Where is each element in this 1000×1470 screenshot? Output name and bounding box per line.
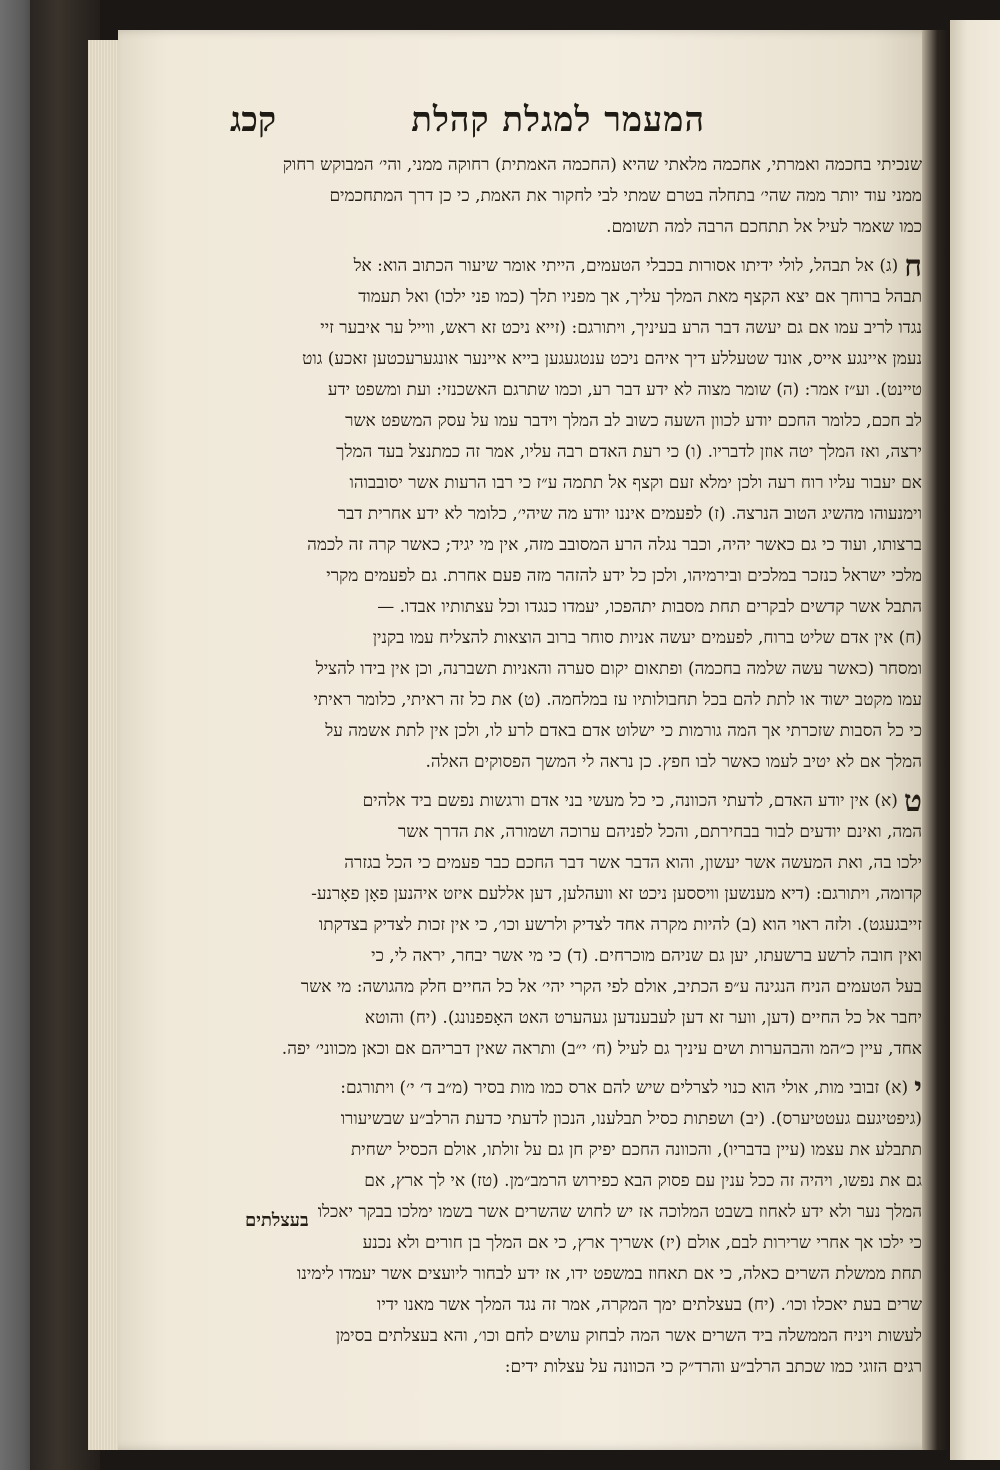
text-line	[232, 1034, 922, 1065]
text-line	[232, 1135, 922, 1166]
text-line	[232, 848, 922, 879]
text-line	[232, 499, 922, 530]
text-line	[232, 1290, 922, 1321]
text-line	[232, 786, 922, 817]
text-line	[232, 530, 922, 561]
text-line-content: טיינט). וע״ז אמר: (ה) שומר מצוה לא ידע דבר רע, וכמו שתרגם האשכנזי: ועת ומשפט ידע	[327, 380, 922, 400]
text-line	[232, 150, 922, 181]
text-line-content: המלך נער ולא ידע לאחוז בשבט המלוכה אז יש לחוש שהשרים אשר בשמו ימלכו בבקר יאכלו	[317, 1202, 922, 1222]
text-line	[232, 437, 922, 468]
page-number: קכג	[230, 100, 277, 140]
text-line	[232, 251, 922, 282]
text-line	[232, 623, 922, 654]
text-line	[232, 972, 922, 1003]
text-line-content: (ג) אל תבהל, לולי ידיתו אסורות בכבלי הטעמים, הייתי אומר שיעור הכתוב הוא: אל	[353, 256, 899, 276]
text-line	[232, 468, 922, 499]
text-line-content: כי כל הסבות שזכרתי אך המה גורמות כי ישלוט אדם באדם לרע לו, ולכן אין לתת אשמה על	[325, 721, 922, 741]
text-line	[232, 879, 922, 910]
drop-cap-letter: ח	[904, 251, 922, 282]
text-line	[232, 1003, 922, 1034]
paragraph	[232, 150, 922, 243]
text-line-content: וימנעוהו מהשיג הטוב הנרצה. (ז) לפעמים איננו יודע מה שיהי׳, כלומר לא ידע אחרית דבר	[337, 504, 922, 524]
text-line	[232, 747, 922, 778]
text-line-content: תחת ממשלת השרים כאלה, כי אם תאחוז במשפט ידו, אז ידע לבחור ליועצים אשר יעמדו לימינו	[297, 1264, 922, 1284]
text-line	[232, 716, 922, 747]
text-line	[232, 344, 922, 375]
text-line	[232, 685, 922, 716]
text-line	[232, 817, 922, 848]
text-line	[232, 1197, 922, 1228]
text-line	[232, 654, 922, 685]
paragraph	[232, 251, 922, 778]
text-line-content: המלך אם לא יטיב לעמו כאשר לבו חפץ. כן נראה לי המשך הפסוקים האלה.	[425, 752, 922, 772]
text-line-content: מלכי ישראל כנזכר במלכים ובירמיהו, ולכן כל ידע להזהר מזה פעם אחרת. גם לפעמים מקרי	[326, 566, 922, 586]
book-gutter	[922, 30, 950, 1450]
drop-cap-letter: ט	[903, 786, 922, 817]
text-line	[232, 1259, 922, 1290]
text-line-content: כי ילכו אך אחרי שרירות לבם, אולם (יז) אשריך ארץ, כי אם המלך בן חורים ולא נכנע	[362, 1233, 922, 1253]
text-line-content: שנכיתי בחכמה ואמרתי, אחכמה מלאתי שהיא (החכמה האמתית) רחוקה ממני, והי׳ המבוקש רחוק	[282, 155, 922, 175]
text-line	[232, 941, 922, 972]
text-line-content: בעל הטעמים הניח הנגינה ע״פ הכתיב, אולם לפי הקרי יהי׳ אל כל החיים חלק מהגושה: מי אשר	[300, 977, 922, 997]
text-line-content: ממני עוד יותר ממה שהי׳ בתחלה בטרם שמתי לבי לחקור את האמת, כי כן דרך המתחכמים	[329, 186, 922, 206]
facing-page-fragment	[950, 20, 1000, 1460]
catchword: בעצלתים	[245, 1210, 309, 1231]
text-line-content: נעמן איינגע אייס, אונד שטעללע דיך איהם ניכט ענטגעגען בייא איינער אונגערעכטען זאכע) גוט	[302, 349, 922, 369]
text-line	[232, 1104, 922, 1135]
drop-cap-letter: י	[914, 1073, 922, 1104]
page-title: המעמר למגלת קהלת	[411, 100, 705, 140]
text-line-content: עמו מקטב ישוד או לתת להם בכל תחבולותיו עז במלחמה. (ט) את כל זה ראיתי, כלומר ראיתי	[313, 690, 922, 710]
text-line-content: קדומה, ויתורגם: (דיא מענשען וויססען ניכט זא וועהלען, דען אללעם איזט איהנען פאָן פאָרנע-	[311, 884, 922, 904]
text-line	[232, 282, 922, 313]
text-line-content: לעשות ויניח הממשלה ביד השרים אשר המה לבחוק עושים לחם וכו׳, והא בעצלתים בסימן	[335, 1326, 922, 1346]
text-line	[232, 1228, 922, 1259]
paragraph	[232, 786, 922, 1065]
text-line-content: ילכו בה, ואת המעשה אשר יעשון, והוא הדבר אשר דבר החכם כבר פעמים כי הכל בגזרה	[344, 853, 922, 873]
text-line	[232, 406, 922, 437]
text-line	[232, 212, 922, 243]
text-line	[232, 910, 922, 941]
text-line	[232, 1321, 922, 1352]
text-line-content: המה, ואינם יודעים לבור בבחירתם, והכל לפניהם ערוכה ושמורה, את הדרך אשר	[398, 822, 922, 842]
text-line-content: זייבגעגט). ולזה ראוי הוא (ב) להיות מקרה אחד לצדיק ולרשע וכו׳, כי אין זכות לצדיק בצדקתו	[318, 915, 922, 935]
text-line-content: (ח) אין אדם שליט ברוח, לפעמים יעשה אניות סוחר ברוב הוצאות להצליח עמו בקנין	[372, 628, 922, 648]
text-line	[232, 561, 922, 592]
text-line-content: אם יעבור עליו רוח רעה ולכן ימלא זעם וקצף אל תתמה ע״ז כי רבו הרעות אשר יסובבוהו	[349, 473, 922, 493]
text-line	[232, 1073, 922, 1104]
text-line-content: רגים הזוגי כמו שכתב הרלב״ע והרד״ק כי הכוונה על עצלות ידים:	[504, 1357, 922, 1377]
text-line-content: ואין חובה לרשע ברשעתו, יען גם שניהם מוכרחים. (ד) כי מי אשר יבחר, יראה לי, כי	[371, 946, 922, 966]
text-line-content: (א) זבובי מות, אולי הוא כנוי לצרלים שיש להם ארס כמו מות בסיר (מ״ב ד׳ י׳) ויתורגם:	[340, 1078, 909, 1098]
text-line	[232, 1166, 922, 1197]
text-line-content: תתבלע את עצמו (עיין בדבריו), והכוונה החכם יפיק חן גם על זולתו, אולם הכסיל ישחית	[350, 1140, 922, 1160]
text-line-content: גם את נפשו, ויהיה זה ככל ענין עם פסוק הבא כפירוש הרמב״מן. (טז) אי לך ארץ, אם	[364, 1171, 922, 1191]
text-line-content: יחבר אל כל החיים (דען, ווער זא דען לעבענדען געהערט האט האָפפנונג). (יח) והוטא	[364, 1008, 922, 1028]
text-line-content: ירצה, ואז המלך יטה אוזן לדבריו. (ו) כי רעת האדם רבה עליו, אמר זה כמתנצל בעד המלך	[336, 442, 922, 462]
text-line-content: כמו שאמר לעיל אל תתחכם הרבה למה תשומם.	[606, 217, 922, 237]
text-line-content: שרים בעת יאכלו וכו׳. (יח) בעצלתים ימך המקרה, אמר זה נגד המלך אשר מאנו ידיו	[377, 1295, 922, 1315]
text-line	[232, 181, 922, 212]
paragraph	[232, 1073, 922, 1383]
text-line-content: לב חכם, כלומר החכם יודע לכוון השעה כשוב לב המלך וידבר עמו על עסק המשפט אשר	[345, 411, 922, 431]
text-line	[232, 1352, 922, 1383]
text-line-content: תבהל ברוחך אם יצא הקצף מאת המלך עליך, אך מפניו תלך (כמו פני ילכו) ואל תעמוד	[358, 287, 922, 307]
text-line-content: (א) אין יודע האדם, לדעתי הכוונה, כי כל מעשי בני אדם ורגשות נפשם ביד אלהים	[362, 791, 898, 811]
text-line-content: התבל אשר קדשים לבקרים תחת מסבות יתהפכו, יעמדו כנגדו וכל עצתותיו אבדו. —	[377, 597, 922, 617]
text-line-content: (גיפטיגעם געטטיערס). (יב) ושפתות כסיל תבלענו, הנכון לדעתי כדעת הרלב״ע שבשיעורו	[340, 1109, 922, 1129]
text-line-content: ומסחר (כאשר עשה שלמה בחכמה) ופתאום יקום סערה והאניות תשברנה, וכן אין בידו להציל	[315, 659, 922, 679]
text-line	[232, 313, 922, 344]
body-text	[232, 150, 922, 1391]
text-line-content: אחד, עיין כ״המ והבהערות ושים עיניך גם לעיל (ח׳ י״ב) ותראה שאין דבריהם אם וכאן מכווני׳ יפה.	[281, 1039, 922, 1059]
text-line	[232, 375, 922, 406]
text-line-content: נגדו לריב עמו אם גם יעשה דבר הרע בעיניך, ויתורגם: (זייא ניכט זא ראש, ווייל ער איבער זיי	[320, 318, 922, 338]
text-line	[232, 592, 922, 623]
text-line-content: ברצותו, ועוד כי גם כאשר יהיה, וכבר נגלה הרע המסובב מזה, אין מי יגיד; כאשר קרה זה לכמה	[307, 535, 922, 555]
